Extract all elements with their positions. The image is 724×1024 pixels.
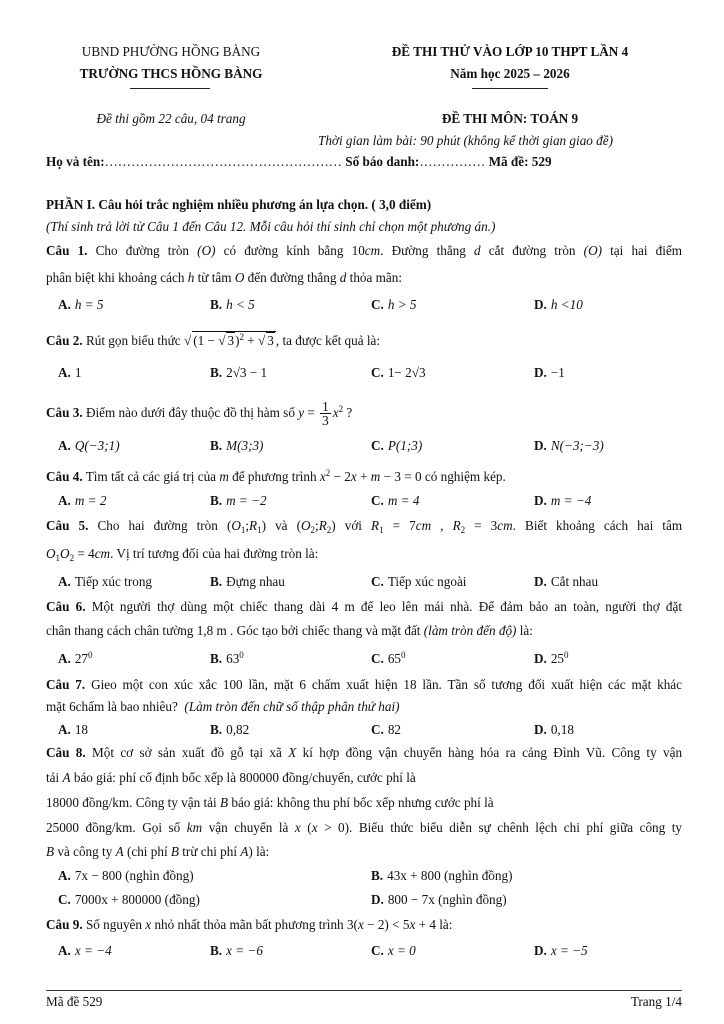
q9-option-c[interactable]: C. x = 0 — [371, 943, 416, 958]
q7-line2: mặt 6chấm là bao nhiêu? (Làm tròn đến chữ số thập phân thứ hai) — [46, 699, 400, 714]
subject-title: ĐỀ THI MÔN: TOÁN 9 — [441, 111, 579, 126]
q5-option-a[interactable]: A. Tiếp xúc trong — [58, 574, 153, 589]
name-dots: ……………………………………………… — [104, 154, 342, 169]
q2-option-b[interactable]: B. 2√3 − 1 — [210, 365, 268, 380]
q9-stem: Câu 9. Số nguyên x nhỏ nhất thỏa mãn bất phương trình 3(x − 2) < 5x + 4 là: — [46, 917, 453, 932]
q5-line2: $O_1O_2 = 4cm$. Vị trí tương đối của hai đường tròn là: — [46, 546, 319, 563]
q8-option-d[interactable]: D. 800 − 7x (nghìn đồng) — [371, 892, 507, 907]
footer-code: Mã đề 529 — [46, 994, 103, 1009]
q1-line2: phân biệt khi khoảng cách h từ tâm O đến đường thẳng d thỏa mãn: — [46, 270, 403, 285]
header-right-line2: Năm học 2025 – 2026 — [450, 66, 570, 81]
q3-option-a[interactable]: A. Q(−3;1) — [58, 438, 120, 453]
q8-line3: 18000 đồng/km. Công ty vận tải B báo giá: không thu phí bốc xếp nhưng cước phí là — [46, 795, 494, 810]
q1-option-a[interactable]: A. h = 5 — [58, 297, 104, 312]
page-count-note: Đề thi gồm 22 câu, 04 trang — [96, 111, 246, 126]
q9-option-a[interactable]: A. x = −4 — [58, 943, 112, 958]
q5-option-c[interactable]: C. Tiếp xúc ngoài — [371, 574, 467, 589]
sbd-label: Số báo danh: — [345, 154, 420, 169]
q6-option-b[interactable]: B. $63^0$ — [210, 650, 244, 666]
header-left-underline — [130, 88, 210, 89]
q2-option-d[interactable]: D. −1 — [534, 365, 565, 380]
q3-option-c[interactable]: C. P(1;3) — [371, 438, 423, 453]
footer-rule — [46, 990, 682, 991]
time-note: Thời gian làm bài: 90 phút (không kể thời gian giao đề) — [318, 133, 614, 148]
header-left-line1: UBND PHƯỜNG HỒNG BÀNG — [81, 44, 261, 59]
q8-option-c[interactable]: C. 7000x + 800000 (đồng) — [58, 892, 200, 907]
q8-option-b[interactable]: B. 43x + 800 (nghìn đồng) — [371, 868, 513, 883]
q3-stem: Câu 3. Điểm nào dưới đây thuộc đồ thị hàm số y = $\frac{1}{3}$ $x^2$ ? — [46, 399, 353, 429]
q2-option-a[interactable]: A. 1 — [58, 365, 82, 380]
q9-option-d[interactable]: D. x = −5 — [534, 943, 588, 958]
q6-option-a[interactable]: A. $27^0$ — [58, 650, 93, 666]
header-right-underline — [472, 88, 548, 89]
sbd-dots: …………… — [419, 154, 486, 169]
q7-option-d[interactable]: D. 0,18 — [534, 722, 574, 737]
q8-option-a[interactable]: A. 7x − 800 (nghìn đồng) — [58, 868, 194, 883]
q1-option-b[interactable]: B. h < 5 — [210, 297, 255, 312]
q7-line1: Câu 7. Gieo một con xúc xắc 100 lần, mặt 6 chấm xuất hiện 18 lần. Tần số tương đối xuất hiện các mặt khác — [46, 677, 683, 692]
q8-line1: Câu 8. Một cơ sở sản xuất đồ gỗ tại xã X kí hợp đồng vận chuyển hàng hóa ra cảng Đình Vũ. Công ty vận — [46, 745, 683, 760]
q7-option-b[interactable]: B. 0,82 — [210, 722, 250, 737]
q6-line1: Câu 6. Một người thợ dùng một chiếc thang dài 4 m để leo lên mái nhà. Để đảm bảo an toàn, người thợ đặt — [46, 599, 682, 614]
section-instruction: (Thí sinh trả lời từ Câu 1 đến Câu 12. Mỗi câu hỏi thí sinh chỉ chọn một phương án.) — [46, 219, 496, 234]
q1-option-c[interactable]: C. h > 5 — [371, 297, 417, 312]
name-label: Họ và tên: — [46, 154, 105, 169]
q6-option-d[interactable]: D. $25^0$ — [534, 650, 569, 666]
q3-option-d[interactable]: D. N(−3;−3) — [534, 438, 604, 453]
footer-page-number: Trang 1/4 — [630, 994, 682, 1009]
q3-option-b[interactable]: B. M(3;3) — [210, 438, 264, 453]
q8-line5: B và công ty A (chi phí B trừ chi phí A) là: — [46, 844, 270, 859]
header-left-line2: TRƯỜNG THCS HỒNG BÀNG — [79, 66, 263, 81]
exam-code: Mã đề: 529 — [488, 154, 552, 169]
q4-stem: Câu 4. Tìm tất cả các giá trị của m để phương trình $x^2 - 2x + m - 3 = 0$ có nghiệm kép. — [46, 468, 506, 484]
q2-stem: Câu 2. Rút gọn biểu thức √ (1 − √ 3)$^2$ + √ 3 , ta được kết quả là: — [46, 332, 381, 348]
q6-option-c[interactable]: C. $65^0$ — [371, 650, 406, 666]
q1-line1: Câu 1. Cho đường tròn (O) có đường kính bằng 10cm. Đường thẳng d cắt đường tròn (O) tại hai điểm — [46, 243, 683, 258]
q4-option-a[interactable]: A. m = 2 — [58, 493, 107, 508]
q6-line2: chân thang cách chân tường 1,8 m . Góc tạo bởi chiếc thang và mặt đất (làm tròn đến độ) là: — [46, 623, 533, 638]
q5-option-b[interactable]: B. Đựng nhau — [210, 574, 285, 589]
q2-option-c[interactable]: C. 1− 2√3 — [371, 365, 426, 380]
section-title: PHẦN I. Câu hỏi trắc nghiệm nhiều phương án lựa chọn. ( 3,0 điểm) — [46, 197, 432, 212]
header-right-line1: ĐỀ THI THỬ VÀO LỚP 10 THPT LẦN 4 — [391, 44, 629, 59]
q9-option-b[interactable]: B. x = −6 — [210, 943, 263, 958]
q4-option-b[interactable]: B. m = −2 — [210, 493, 267, 508]
q8-line4: 25000 đồng/km. Gọi số km vận chuyển là x (x > 0). Biểu thức biểu diễn sự chênh lệch chi phí giữa công ty — [46, 820, 683, 835]
q7-option-a[interactable]: A. 18 — [58, 722, 89, 737]
q2-expression: √ (1 − √ 3)$^2$ + √ 3 — [183, 332, 274, 348]
q5-option-d[interactable]: D. Cắt nhau — [534, 574, 599, 589]
q1-option-d[interactable]: D. h <10 — [534, 297, 583, 312]
q5-line1: Câu 5. Cho hai đường tròn $(O_1;R_1)$ và $(O_2;R_2)$ với $R_1 = 7cm$ , $R_2 = 3cm$. Biết khoảng cách hai tâm — [46, 518, 683, 535]
q7-option-c[interactable]: C. 82 — [371, 722, 402, 737]
q8-line2: tải A báo giá: phí cố định bốc xếp là 800000 đồng/chuyến, cước phí là — [46, 770, 416, 785]
q4-option-c[interactable]: C. m = 4 — [371, 493, 420, 508]
q4-option-d[interactable]: D. m = −4 — [534, 493, 592, 508]
candidate-line — [46, 154, 552, 170]
